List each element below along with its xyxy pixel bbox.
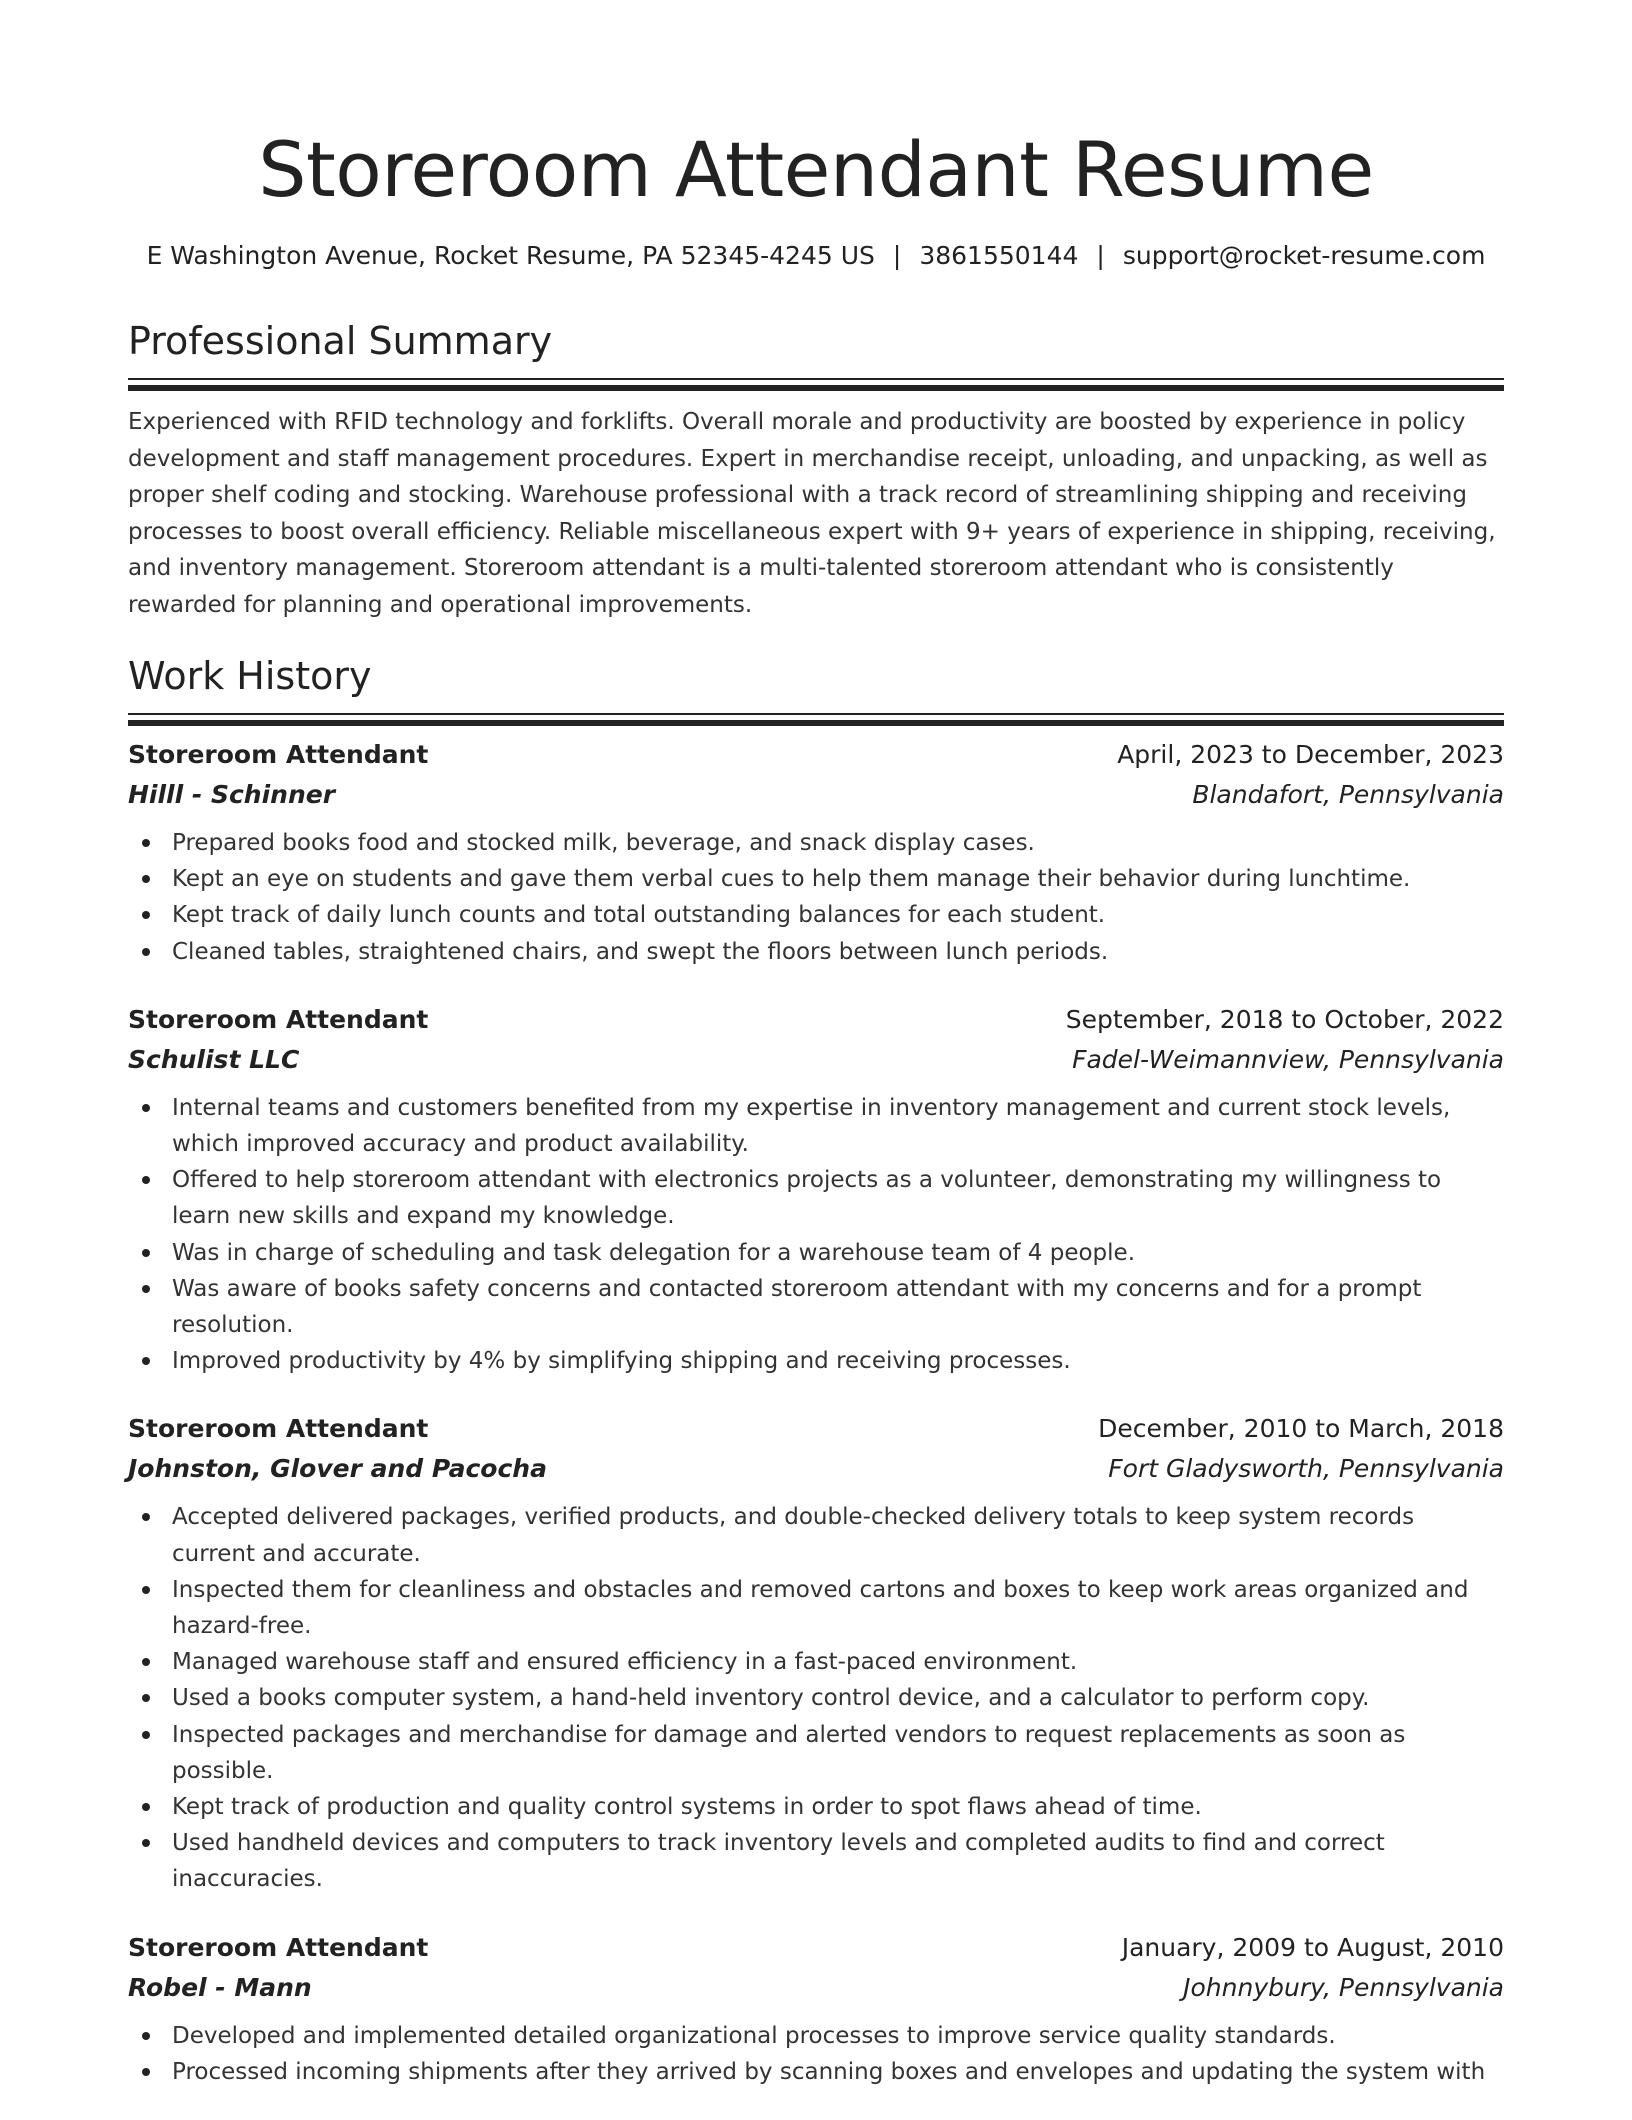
job-title: Storeroom Attendant bbox=[128, 1004, 429, 1034]
job-location: Blandafort, Pennsylvania bbox=[1192, 780, 1504, 809]
job-entry bbox=[128, 735, 1504, 970]
contact-email: support@rocket-resume.com bbox=[1122, 241, 1486, 270]
section-heading-work-history: Work History bbox=[128, 654, 372, 698]
job-company: Robel - Mann bbox=[128, 1972, 312, 2002]
job-bullet-list bbox=[128, 825, 1504, 970]
job-company: Schulist LLC bbox=[128, 1044, 300, 1074]
job-bullet-item: Inspected packages and merchandise for damage and alerted vendors to request replacements as soon as possible. bbox=[128, 1717, 1504, 1789]
job-header-row bbox=[128, 1928, 1504, 1968]
job-bullet-item: Inspected them for cleanliness and obstacles and removed cartons and boxes to keep work areas organized and hazard-free. bbox=[128, 1572, 1504, 1644]
job-bullet-item: Was in charge of scheduling and task delegation for a warehouse team of 4 people. bbox=[128, 1235, 1504, 1271]
job-bullet-item: Kept an eye on students and gave them verbal cues to help them manage their behavior during lunchtime. bbox=[128, 861, 1504, 897]
job-bullet-item: Offered to help storeroom attendant with electronics projects as a volunteer, demonstrating my willingness to learn new skills and expand my knowledge. bbox=[128, 1162, 1504, 1234]
job-bullet-item: Managed warehouse staff and ensured efficiency in a fast-paced environment. bbox=[128, 1644, 1504, 1680]
job-subheader-row bbox=[128, 1449, 1504, 1489]
job-entry bbox=[128, 1928, 1504, 2090]
contact-line bbox=[128, 238, 1504, 274]
section-divider bbox=[128, 713, 1504, 715]
job-subheader-row bbox=[128, 1040, 1504, 1080]
resume-page bbox=[128, 120, 1504, 2120]
summary-text: Experienced with RFID technology and forklifts. Overall morale and productivity are boosted by experience in policy development and staff management procedures. Expert in merchandise receipt, unloading, and unpacking, as well as proper shelf coding and stocking. Warehouse professional with a track record of streamlining shipping and receiving processes to boost overall efficiency. Reliable miscellaneous expert with 9+ years of experience in shipping, receiving, and inventory management. Storeroom attendant is a multi-talented storeroom attendant who is consistently rewarded for planning and operational improvements. bbox=[128, 409, 1496, 618]
job-dates: December, 2010 to March, 2018 bbox=[1098, 1414, 1504, 1444]
section-heading-summary: Professional Summary bbox=[128, 319, 553, 363]
job-bullet-item: Used handheld devices and computers to track inventory levels and completed audits to find and correct inaccuracies. bbox=[128, 1825, 1504, 1897]
contact-separator: | bbox=[892, 241, 902, 270]
job-bullet-item: Internal teams and customers benefited from my expertise in inventory management and current stock levels, which improved accuracy and product availability. bbox=[128, 1090, 1504, 1162]
contact-address: E Washington Avenue, Rocket Resume, PA 52345-4245 US bbox=[146, 241, 875, 270]
work-history-section bbox=[128, 651, 1504, 2090]
job-list bbox=[128, 735, 1504, 2090]
job-entry bbox=[128, 1409, 1504, 1897]
job-bullet-list bbox=[128, 2018, 1504, 2090]
job-dates: January, 2009 to August, 2010 bbox=[1121, 1932, 1504, 1962]
job-bullet-item: Used a books computer system, a hand-held inventory control device, and a calculator to perform copy. bbox=[128, 1680, 1504, 1716]
job-location: Johnnybury, Pennsylvania bbox=[1183, 1972, 1504, 2002]
job-bullet-item: Improved productivity by 4% by simplifying shipping and receiving processes. bbox=[128, 1343, 1504, 1379]
contact-separator: | bbox=[1096, 241, 1105, 270]
job-entry bbox=[128, 1000, 1504, 1380]
job-company: Johnston, Glover and Pacocha bbox=[128, 1454, 547, 1484]
job-location: Fadel-Weimannview, Pennsylvania bbox=[1072, 1044, 1504, 1074]
job-location: Fort Gladysworth, Pennsylvania bbox=[1108, 1454, 1504, 1484]
job-company: Hilll - Schinner bbox=[128, 780, 336, 809]
job-header-row bbox=[128, 1000, 1504, 1040]
job-title: Storeroom Attendant bbox=[128, 1414, 429, 1444]
job-header-row bbox=[128, 1409, 1504, 1449]
job-bullet-item: Developed and implemented detailed organizational processes to improve service quality standards. bbox=[128, 2018, 1504, 2054]
job-bullet-list bbox=[128, 1090, 1504, 1380]
contact-phone: 3861550144 bbox=[919, 241, 1079, 270]
professional-summary-section bbox=[128, 316, 1504, 623]
job-bullet-item: Accepted delivered packages, verified products, and double-checked delivery totals to keep system records current and accurate. bbox=[128, 1499, 1504, 1571]
job-bullet-item: Processed incoming shipments after they arrived by scanning boxes and envelopes and updating the system with bbox=[128, 2054, 1504, 2090]
job-bullet-item: Kept track of daily lunch counts and total outstanding balances for each student. bbox=[128, 897, 1504, 933]
job-bullet-item: Prepared books food and stocked milk, beverage, and snack display cases. bbox=[128, 825, 1504, 861]
section-divider bbox=[128, 378, 1504, 380]
resume-title: Storeroom Attendant Resume bbox=[258, 125, 1374, 214]
job-dates: September, 2018 to October, 2022 bbox=[1065, 1004, 1504, 1034]
job-subheader-row bbox=[128, 1968, 1504, 2008]
job-subheader-row bbox=[128, 775, 1504, 815]
job-bullet-item: Kept track of production and quality control systems in order to spot flaws ahead of time. bbox=[128, 1789, 1504, 1825]
job-bullet-list bbox=[128, 1499, 1504, 1897]
job-bullet-item: Was aware of books safety concerns and contacted storeroom attendant with my concerns and for a prompt resolution. bbox=[128, 1271, 1504, 1343]
job-header-row bbox=[128, 735, 1504, 775]
job-bullet-item: Cleaned tables, straightened chairs, and swept the floors between lunch periods. bbox=[128, 934, 1504, 970]
job-title: Storeroom Attendant bbox=[128, 1932, 429, 1962]
job-dates: April, 2023 to December, 2023 bbox=[1117, 740, 1504, 769]
job-title: Storeroom Attendant bbox=[128, 740, 429, 769]
